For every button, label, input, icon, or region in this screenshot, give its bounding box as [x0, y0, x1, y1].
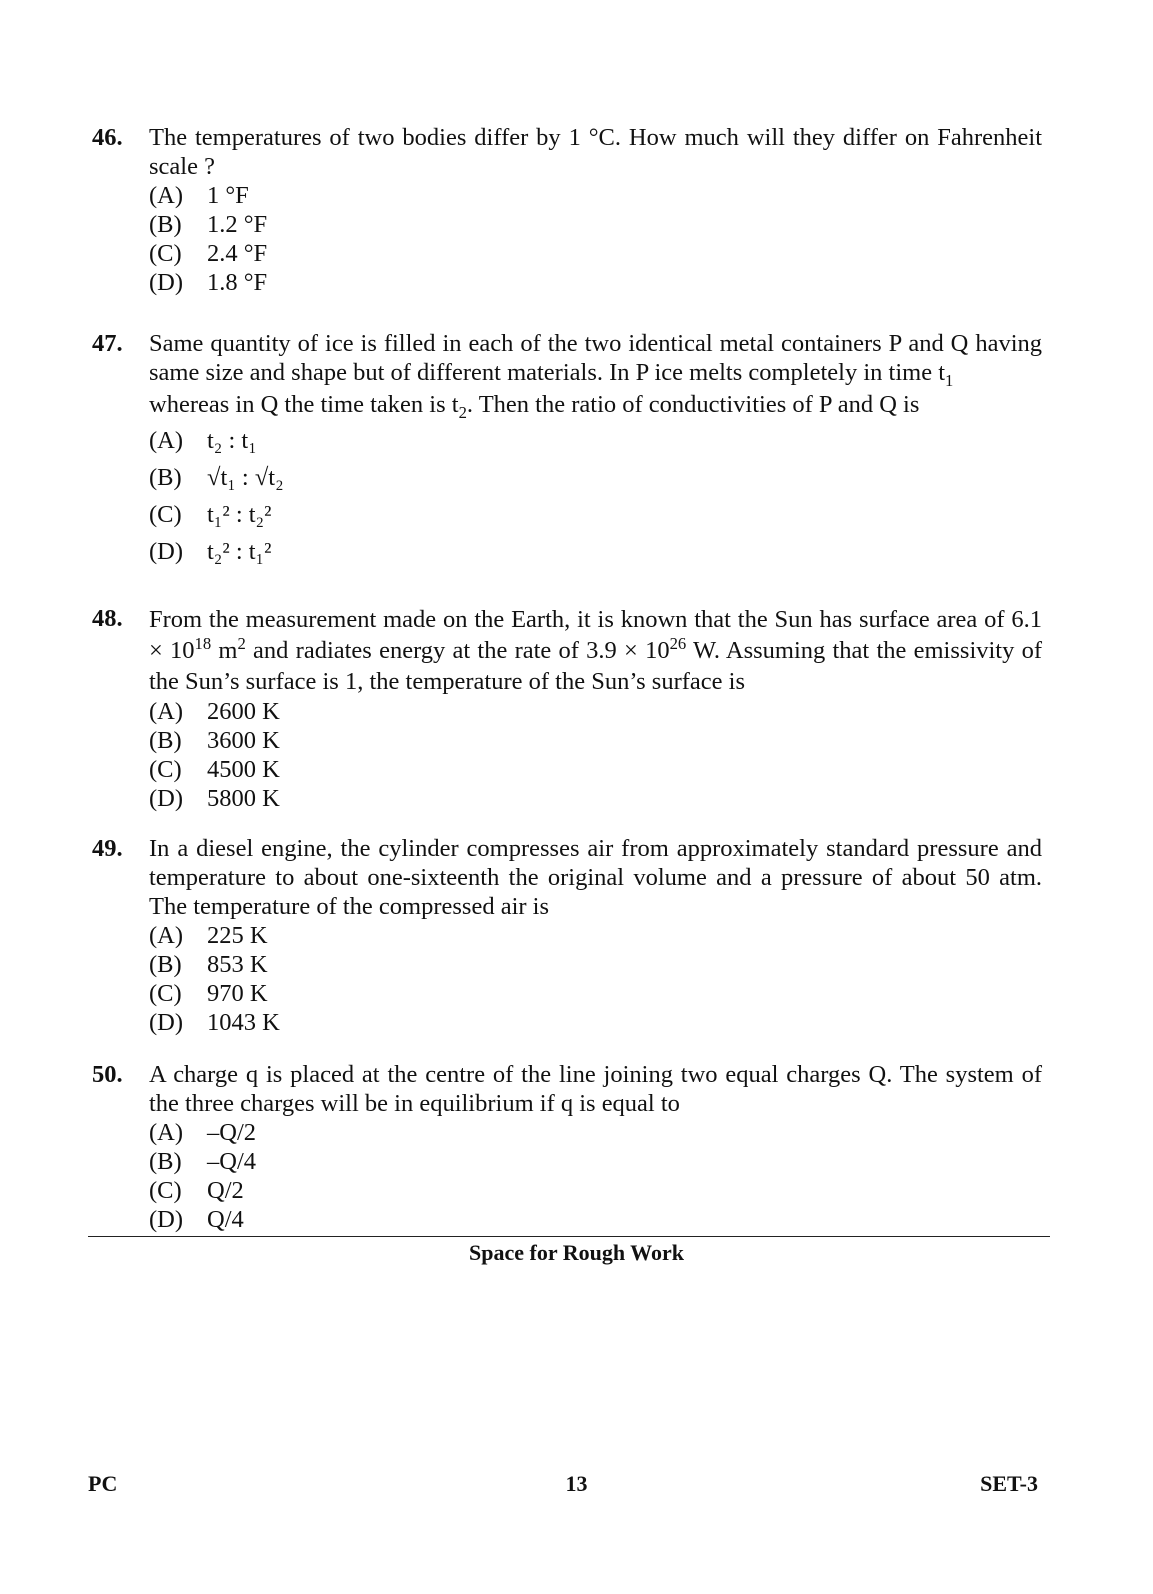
option-a	[149, 697, 1042, 726]
option-b	[149, 210, 1042, 239]
option-label: (B)	[149, 464, 182, 491]
option-text: –Q/2	[207, 1119, 256, 1146]
option-a	[149, 1118, 1042, 1147]
exponent: 26	[669, 633, 687, 653]
option-c	[149, 979, 1042, 1008]
option-label: (B)	[149, 211, 182, 238]
option-label: (C)	[149, 1177, 182, 1204]
option-label: (A)	[149, 698, 184, 725]
option-label: (A)	[149, 1119, 184, 1146]
option-c	[149, 496, 1042, 533]
option-label: (D)	[149, 1009, 184, 1036]
rough-work-heading: Space for Rough Work	[469, 1240, 684, 1265]
option-a	[149, 422, 1042, 459]
option-c	[149, 1176, 1042, 1205]
option-a	[149, 181, 1042, 210]
option-text: t₂ : t₁	[207, 427, 257, 454]
option-b	[149, 459, 1042, 496]
exponent: 18	[194, 633, 212, 653]
option-text: 1043 K	[207, 1009, 280, 1036]
option-text: Q/4	[207, 1206, 244, 1233]
question-text-part: m	[211, 637, 238, 664]
option-text: 2600 K	[207, 698, 280, 725]
page-number: 13	[565, 1471, 588, 1496]
option-c	[149, 239, 1042, 268]
option-d	[149, 533, 1042, 570]
options-list	[149, 921, 1042, 1037]
question-50	[92, 1060, 1042, 1234]
option-text: 2.4 °F	[207, 240, 268, 267]
option-text: 1.8 °F	[207, 269, 268, 296]
option-text: –Q/4	[207, 1148, 256, 1175]
options-list	[149, 422, 1042, 570]
option-label: (A)	[149, 427, 184, 454]
question-number: 49.	[92, 835, 123, 862]
option-text: 5800 K	[207, 785, 280, 812]
option-label: (D)	[149, 538, 184, 565]
option-text: 1 °F	[207, 182, 249, 209]
question-number: 50.	[92, 1061, 123, 1088]
option-d	[149, 268, 1042, 297]
question-text-part: . Then the ratio of conductivities of P and Q is	[466, 391, 920, 418]
divider	[88, 1236, 1050, 1237]
option-d	[149, 1008, 1042, 1037]
question-text-line	[149, 387, 1042, 422]
option-b	[149, 1147, 1042, 1176]
subscript: 2	[458, 402, 467, 422]
question-text	[149, 329, 1042, 422]
question-46	[92, 123, 1042, 297]
option-label: (A)	[149, 182, 184, 209]
option-label: (C)	[149, 756, 182, 783]
question-number: 46.	[92, 124, 123, 151]
option-a	[149, 921, 1042, 950]
option-label: (A)	[149, 922, 184, 949]
option-label: (B)	[149, 1148, 182, 1175]
option-text: 3600 K	[207, 727, 280, 754]
footer-subject-code: PC	[88, 1471, 118, 1496]
question-text-part: Same quantity of ice is filled in each of the two identical metal containers P and Q having same size and shape but of different materials. In P ice melts completely in time t	[149, 330, 1042, 386]
option-label: (C)	[149, 980, 182, 1007]
question-text-part: W. Assuming that the emissivity of the Sun’s surface is 1, the temperature of the Sun’s surface is	[149, 637, 1042, 695]
option-text: 4500 K	[207, 756, 280, 783]
option-text: √t₁ : √t₂	[207, 464, 284, 491]
option-b	[149, 950, 1042, 979]
question-text: The temperatures of two bodies differ by 1 °C. How much will they differ on Fahrenheit scale ?	[149, 124, 1042, 180]
question-text: In a diesel engine, the cylinder compresses air from approximately standard pressure and temperature to about one-sixteenth the original volume and a pressure of about 50 atm. The temperature of the compressed air is	[149, 835, 1042, 920]
question-text-part: From the measurement made on the Earth, it is known that the Sun has surface area of 6.1 × 10	[149, 606, 1042, 664]
question-text-part: and radiates energy at the rate of 3.9 × 10	[245, 637, 670, 664]
option-text: Q/2	[207, 1177, 244, 1204]
option-label: (D)	[149, 269, 184, 296]
option-d	[149, 1205, 1042, 1234]
footer-set-code: SET-3	[980, 1471, 1038, 1496]
option-label: (B)	[149, 951, 182, 978]
option-label: (C)	[149, 501, 182, 528]
question-48	[92, 604, 1042, 813]
options-list	[149, 1118, 1042, 1234]
question-number: 47.	[92, 330, 123, 357]
question-47	[92, 329, 1042, 570]
subscript: 1	[945, 370, 954, 390]
question-text	[149, 604, 1042, 697]
option-label: (B)	[149, 727, 182, 754]
question-text: A charge q is placed at the centre of the line joining two equal charges Q. The system of the three charges will be in equilibrium if q is equal to	[149, 1061, 1042, 1117]
option-label: (D)	[149, 785, 184, 812]
option-text: t₁² : t₂²	[207, 501, 272, 528]
question-49	[92, 834, 1042, 1037]
option-text: 853 K	[207, 951, 268, 978]
option-text: 1.2 °F	[207, 211, 268, 238]
option-text: 970 K	[207, 980, 268, 1007]
option-text: t₂² : t₁²	[207, 538, 272, 565]
question-number: 48.	[92, 605, 123, 632]
option-d	[149, 784, 1042, 813]
options-list	[149, 181, 1042, 297]
option-b	[149, 726, 1042, 755]
options-list	[149, 697, 1042, 813]
option-c	[149, 755, 1042, 784]
question-text-part: whereas in Q the time taken is t	[149, 391, 459, 418]
option-label: (C)	[149, 240, 182, 267]
exponent: 2	[237, 633, 246, 653]
option-text: 225 K	[207, 922, 268, 949]
option-label: (D)	[149, 1206, 184, 1233]
